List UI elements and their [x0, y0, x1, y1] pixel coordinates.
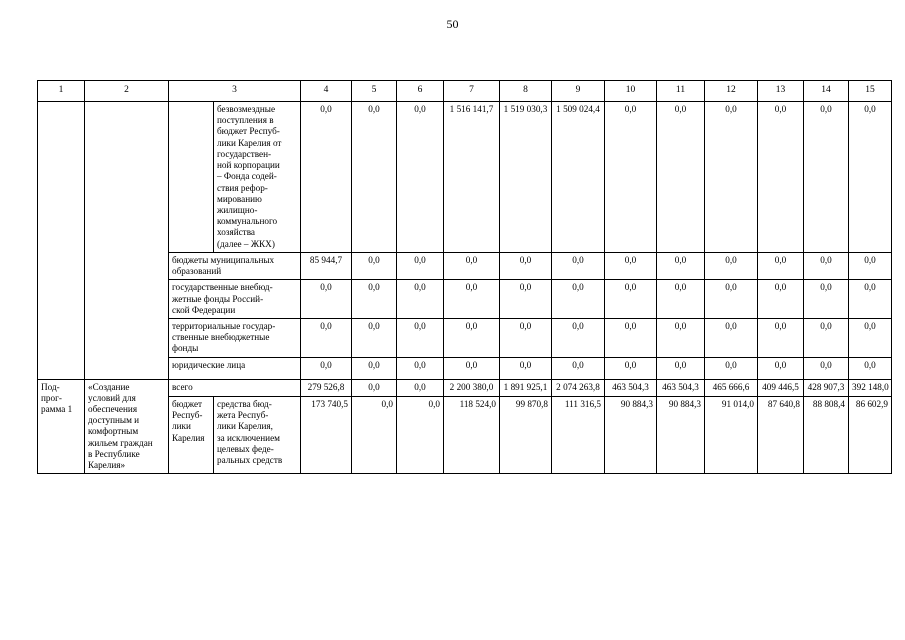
value-cell: 0,0 [301, 280, 352, 319]
value-cell: 0,0 [804, 357, 849, 379]
column-number: 9 [552, 81, 605, 102]
value-cell: 0,0 [705, 252, 758, 279]
value-cell: 0,0 [758, 102, 804, 253]
funding-source-label: безвозмездные поступления в бюджет Респуб- лики Карелия от государствен- ной корпорации – Фонда содей- ствия рефор- мированию жилищно- коммунального хозяйства (далее – ЖКХ) [214, 102, 301, 253]
value-cell: 0,0 [352, 252, 397, 279]
column-number: 12 [705, 81, 758, 102]
value-cell: 0,0 [301, 357, 352, 379]
value-cell: 409 446,5 [758, 379, 804, 396]
value-cell: 0,0 [301, 102, 352, 253]
value-cell: 0,0 [552, 357, 605, 379]
value-cell: 0,0 [804, 252, 849, 279]
value-cell: 1 891 925,1 [500, 379, 552, 396]
value-cell: 0,0 [605, 252, 657, 279]
value-cell: 0,0 [605, 318, 657, 357]
value-cell: 0,0 [657, 318, 705, 357]
value-cell: 0,0 [397, 357, 444, 379]
value-cell: 0,0 [500, 280, 552, 319]
value-cell: 0,0 [605, 357, 657, 379]
column-number-row [38, 81, 892, 102]
funding-source-label: бюджеты муниципальных образований [169, 252, 301, 279]
value-cell: 111 316,5 [552, 396, 605, 473]
empty-cell [169, 102, 214, 253]
value-cell: 0,0 [849, 357, 892, 379]
value-cell: 0,0 [444, 318, 500, 357]
subprogram-name: «Создание условий для обеспечения доступным и комфортным жильем граждан в Республике Карелия» [85, 379, 169, 474]
column-number: 13 [758, 81, 804, 102]
value-cell: 0,0 [397, 396, 444, 473]
value-cell: 463 504,3 [657, 379, 705, 396]
column-number: 10 [605, 81, 657, 102]
value-cell: 0,0 [758, 280, 804, 319]
value-cell: 0,0 [657, 102, 705, 253]
value-cell: 88 808,4 [804, 396, 849, 473]
value-cell: 173 740,5 [301, 396, 352, 473]
value-cell: 0,0 [758, 318, 804, 357]
value-cell: 0,0 [397, 318, 444, 357]
subprogram-total-row [38, 379, 892, 396]
value-cell: 0,0 [657, 357, 705, 379]
value-cell: 0,0 [605, 280, 657, 319]
value-cell: 463 504,3 [605, 379, 657, 396]
total-label: всего [169, 379, 301, 396]
value-cell: 0,0 [444, 357, 500, 379]
value-cell: 0,0 [301, 318, 352, 357]
value-cell: 0,0 [705, 357, 758, 379]
value-cell: 0,0 [500, 318, 552, 357]
column-number: 15 [849, 81, 892, 102]
column-number: 8 [500, 81, 552, 102]
empty-cell [85, 102, 169, 380]
value-cell: 0,0 [804, 318, 849, 357]
value-cell: 0,0 [705, 102, 758, 253]
value-cell: 0,0 [500, 252, 552, 279]
value-cell: 0,0 [352, 357, 397, 379]
value-cell: 0,0 [552, 318, 605, 357]
value-cell: 0,0 [605, 102, 657, 253]
value-cell: 0,0 [552, 280, 605, 319]
subprogram-code: Под- прог- рамма 1 [38, 379, 85, 474]
budget-table [37, 80, 892, 474]
value-cell: 0,0 [500, 357, 552, 379]
value-cell: 0,0 [397, 252, 444, 279]
column-number: 1 [38, 81, 85, 102]
value-cell: 90 884,3 [605, 396, 657, 473]
column-number: 2 [85, 81, 169, 102]
value-cell: 90 884,3 [657, 396, 705, 473]
value-cell: 0,0 [804, 102, 849, 253]
value-cell: 465 666,6 [705, 379, 758, 396]
value-cell: 0,0 [849, 318, 892, 357]
value-cell: 2 074 263,8 [552, 379, 605, 396]
value-cell: 1 519 030,3 [500, 102, 552, 253]
value-cell: 0,0 [444, 280, 500, 319]
value-cell: 0,0 [804, 280, 849, 319]
column-number: 6 [397, 81, 444, 102]
value-cell: 0,0 [352, 102, 397, 253]
funding-source-label: государственные внебюд- жетные фонды Россий- ской Федерации [169, 280, 301, 319]
value-cell: 0,0 [552, 252, 605, 279]
value-cell: 118 524,0 [444, 396, 500, 473]
empty-cell [38, 102, 85, 380]
column-number: 11 [657, 81, 705, 102]
value-cell: 428 907,3 [804, 379, 849, 396]
funding-source-label: территориальные государ- ственные внебюджетные фонды [169, 318, 301, 357]
column-number: 3 [169, 81, 301, 102]
value-cell: 0,0 [352, 379, 397, 396]
funding-source-label: юридические лица [169, 357, 301, 379]
value-cell: 0,0 [397, 379, 444, 396]
value-cell: 0,0 [849, 280, 892, 319]
value-cell: 0,0 [352, 396, 397, 473]
value-cell: 392 148,0 [849, 379, 892, 396]
value-cell: 0,0 [352, 318, 397, 357]
value-cell: 0,0 [397, 102, 444, 253]
value-cell: 0,0 [397, 280, 444, 319]
value-cell: 0,0 [444, 252, 500, 279]
value-cell: 0,0 [758, 357, 804, 379]
value-cell: 85 944,7 [301, 252, 352, 279]
value-cell: 0,0 [657, 280, 705, 319]
value-cell: 91 014,0 [705, 396, 758, 473]
value-cell: 2 200 380,0 [444, 379, 500, 396]
column-number: 5 [352, 81, 397, 102]
value-cell: 0,0 [352, 280, 397, 319]
value-cell: 86 602,9 [849, 396, 892, 473]
table-row [38, 102, 892, 253]
funding-source-label: средства бюд- жета Респуб- лики Карелия, за исключением целевых феде- ральных средств [214, 396, 301, 473]
budget-group-label: бюджет Респуб- лики Карелия [169, 396, 214, 473]
column-number: 4 [301, 81, 352, 102]
column-number: 14 [804, 81, 849, 102]
value-cell: 99 870,8 [500, 396, 552, 473]
value-cell: 1 509 024,4 [552, 102, 605, 253]
value-cell: 87 640,8 [758, 396, 804, 473]
value-cell: 0,0 [849, 252, 892, 279]
value-cell: 0,0 [849, 102, 892, 253]
value-cell: 0,0 [705, 318, 758, 357]
value-cell: 0,0 [657, 252, 705, 279]
value-cell: 0,0 [705, 280, 758, 319]
column-number: 7 [444, 81, 500, 102]
value-cell: 1 516 141,7 [444, 102, 500, 253]
value-cell: 0,0 [758, 252, 804, 279]
value-cell: 279 526,8 [301, 379, 352, 396]
page-number: 50 [446, 17, 459, 31]
